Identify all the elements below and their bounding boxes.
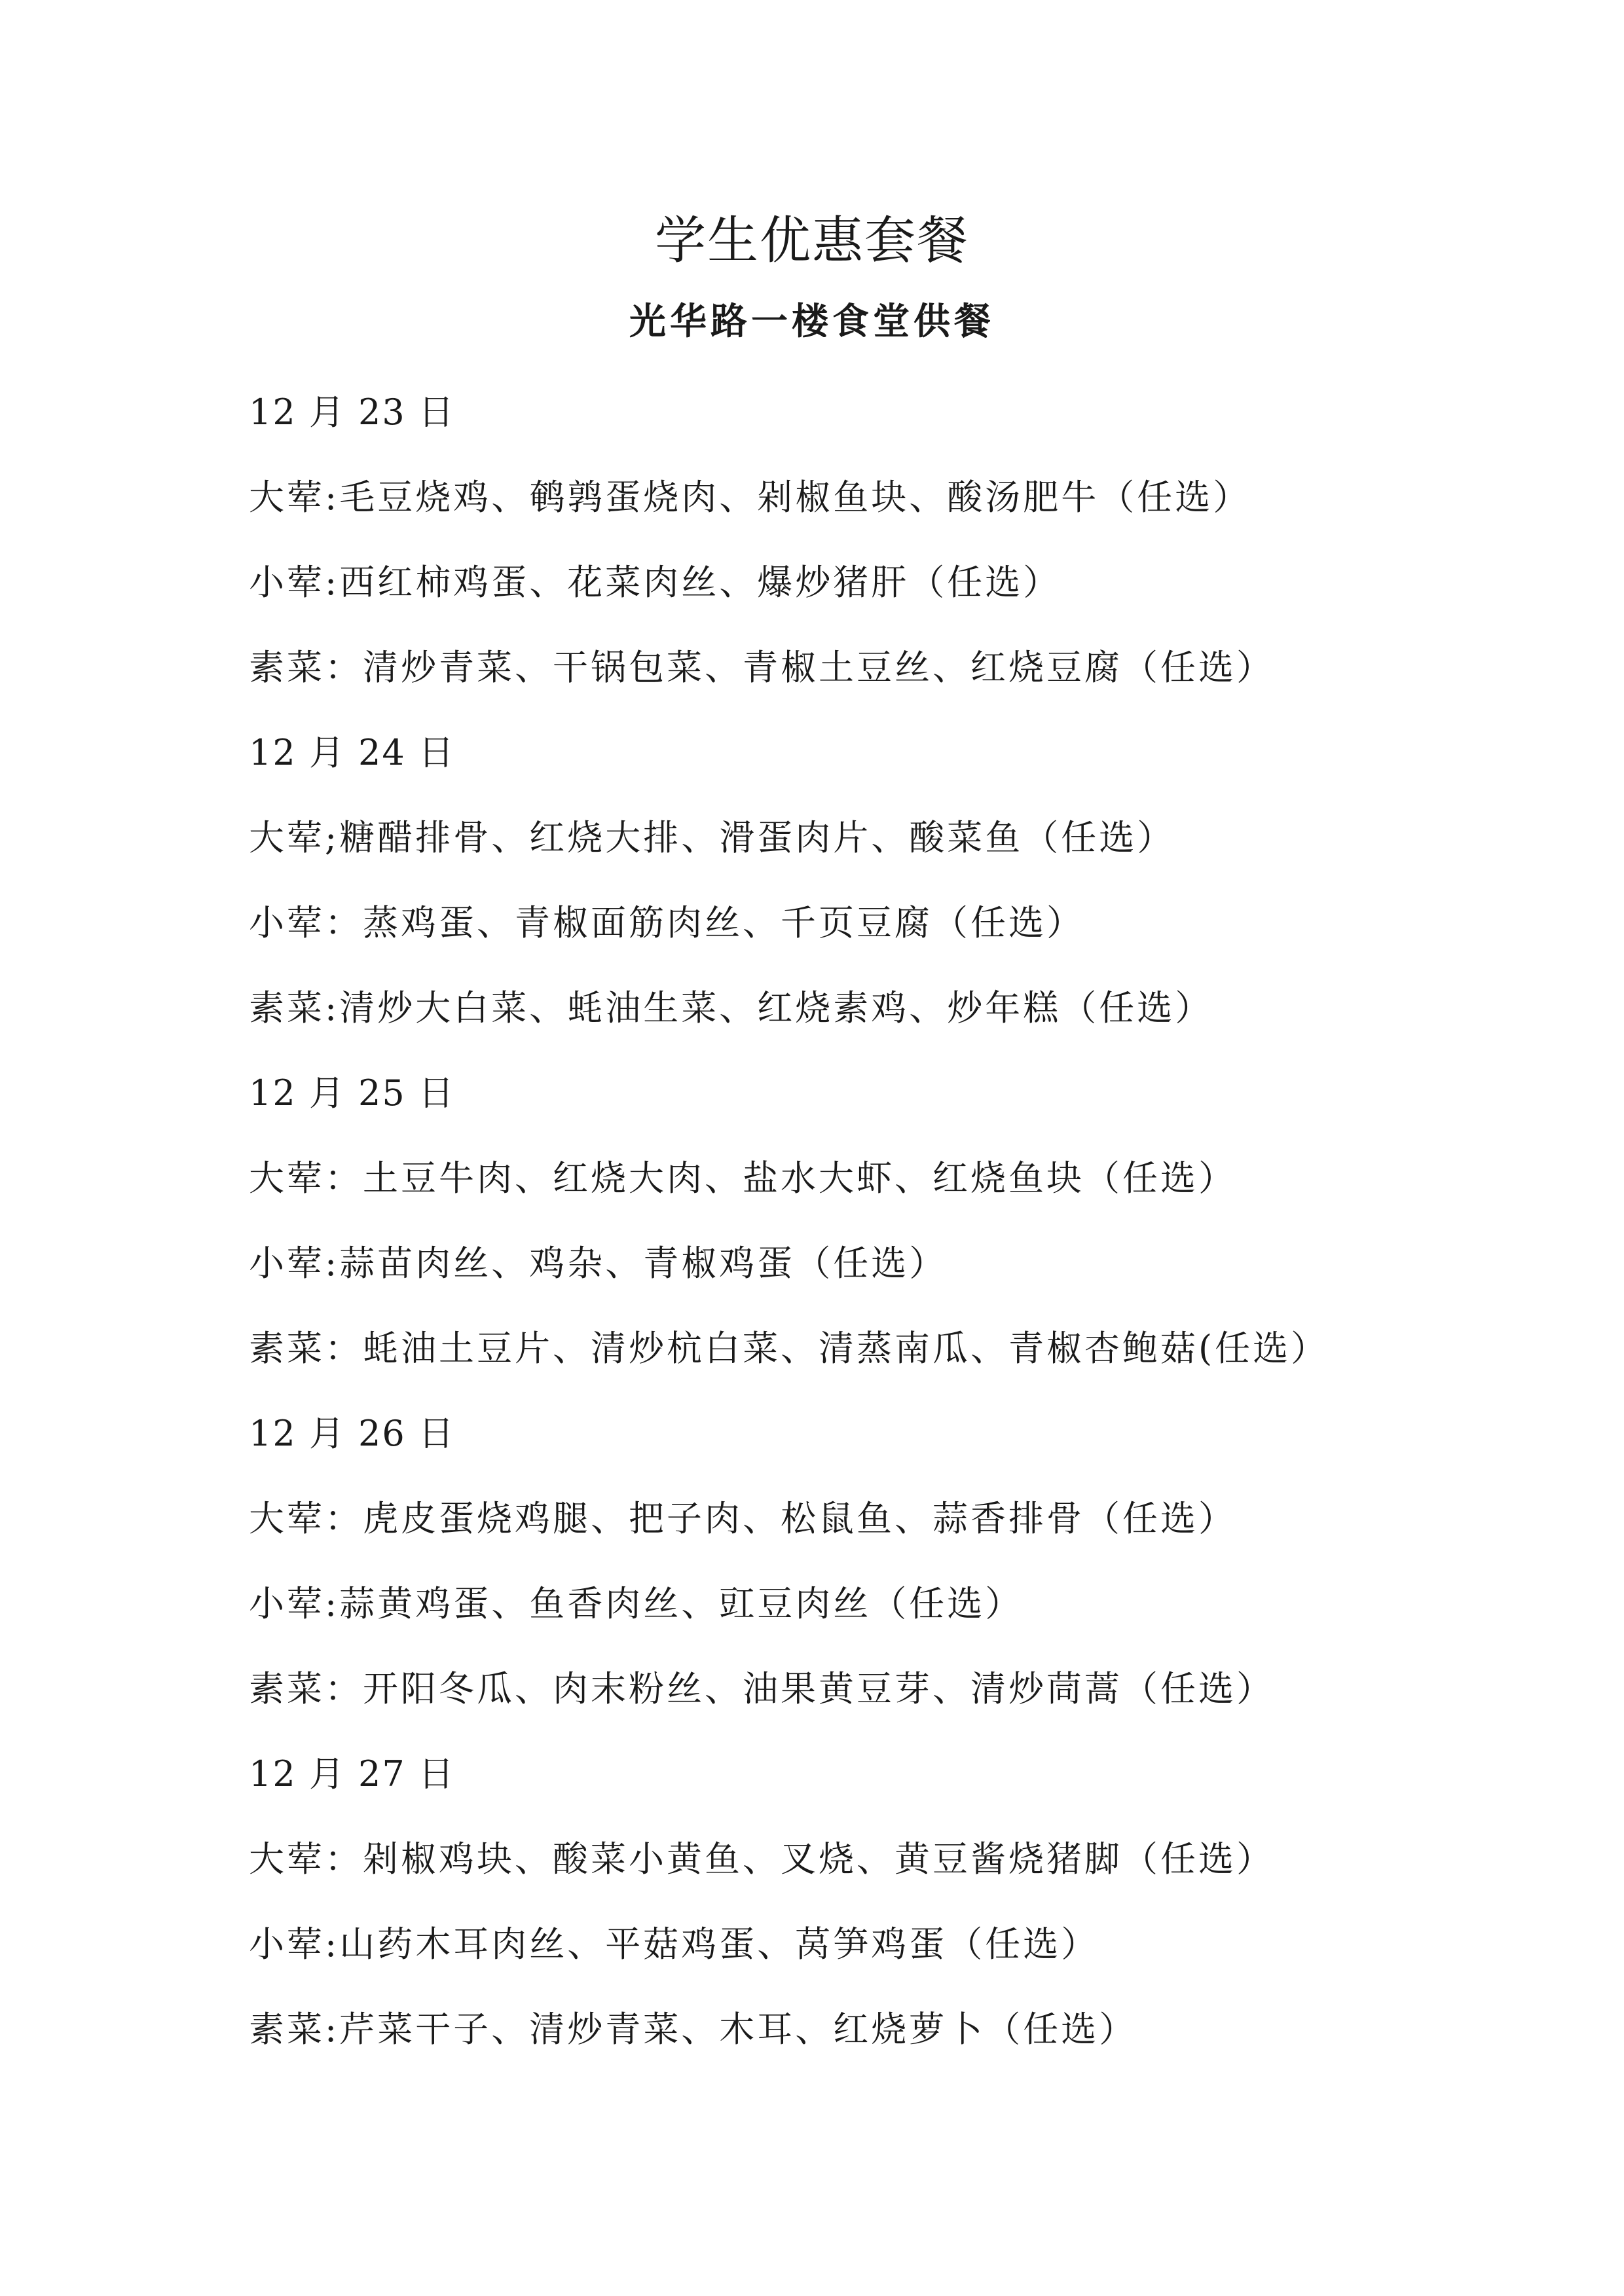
xiao-hun-line: 小荤:蒜黄鸡蛋、鱼香肉丝、豇豆肉丝（任选） xyxy=(249,1583,1024,1624)
xiao-hun-line: 小荤:西红柿鸡蛋、花菜肉丝、爆炒猪肝（任选） xyxy=(249,562,1061,603)
da-hun-line: 大荤：土豆牛肉、红烧大肉、盐水大虾、红烧鱼块（任选） xyxy=(249,1157,1236,1199)
su-cai-line: 素菜：蚝油土豆片、清炒杭白菜、清蒸南瓜、青椒杏鲍菇(任选） xyxy=(249,1328,1329,1369)
day-date: 12 月 25 日 xyxy=(249,1072,455,1114)
page-title: 学生优惠套餐 xyxy=(654,211,969,270)
day-date: 12 月 24 日 xyxy=(249,732,455,773)
day-date: 12 月 27 日 xyxy=(249,1753,455,1795)
su-cai-line: 素菜:清炒大白菜、蚝油生菜、红烧素鸡、炒年糕（任选） xyxy=(249,987,1213,1029)
da-hun-line: 大荤：剁椒鸡块、酸菜小黄鱼、叉烧、黄豆酱烧猪脚（任选） xyxy=(249,1838,1274,1880)
xiao-hun-line: 小荤:山药木耳肉丝、平菇鸡蛋、莴笋鸡蛋（任选） xyxy=(249,1923,1099,1965)
su-cai-line: 素菜：清炒青菜、干锅包菜、青椒土豆丝、红烧豆腐（任选） xyxy=(249,647,1274,688)
xiao-hun-line: 小荤:蒜苗肉丝、鸡杂、青椒鸡蛋（任选） xyxy=(249,1243,948,1284)
da-hun-line: 大荤：虎皮蛋烧鸡腿、把子肉、松鼠鱼、蒜香排骨（任选） xyxy=(249,1498,1236,1539)
su-cai-line: 素菜：开阳冬瓜、肉末粉丝、油果黄豆芽、清炒茼蒿（任选） xyxy=(249,1668,1274,1709)
page-subtitle: 光华路一楼食堂供餐 xyxy=(629,301,995,343)
xiao-hun-line: 小荤：蒸鸡蛋、青椒面筋肉丝、千页豆腐（任选） xyxy=(249,902,1084,943)
su-cai-line: 素菜:芹菜干子、清炒青菜、木耳、红烧萝卜（任选） xyxy=(249,2009,1137,2050)
day-date: 12 月 23 日 xyxy=(249,392,455,433)
day-date: 12 月 26 日 xyxy=(249,1413,455,1454)
da-hun-line: 大荤:毛豆烧鸡、鹌鹑蛋烧肉、剁椒鱼块、酸汤肥牛（任选） xyxy=(249,477,1251,518)
da-hun-line: 大荤;糖醋排骨、红烧大排、滑蛋肉片、酸菜鱼（任选） xyxy=(249,817,1175,858)
menu-list xyxy=(249,380,1493,2082)
